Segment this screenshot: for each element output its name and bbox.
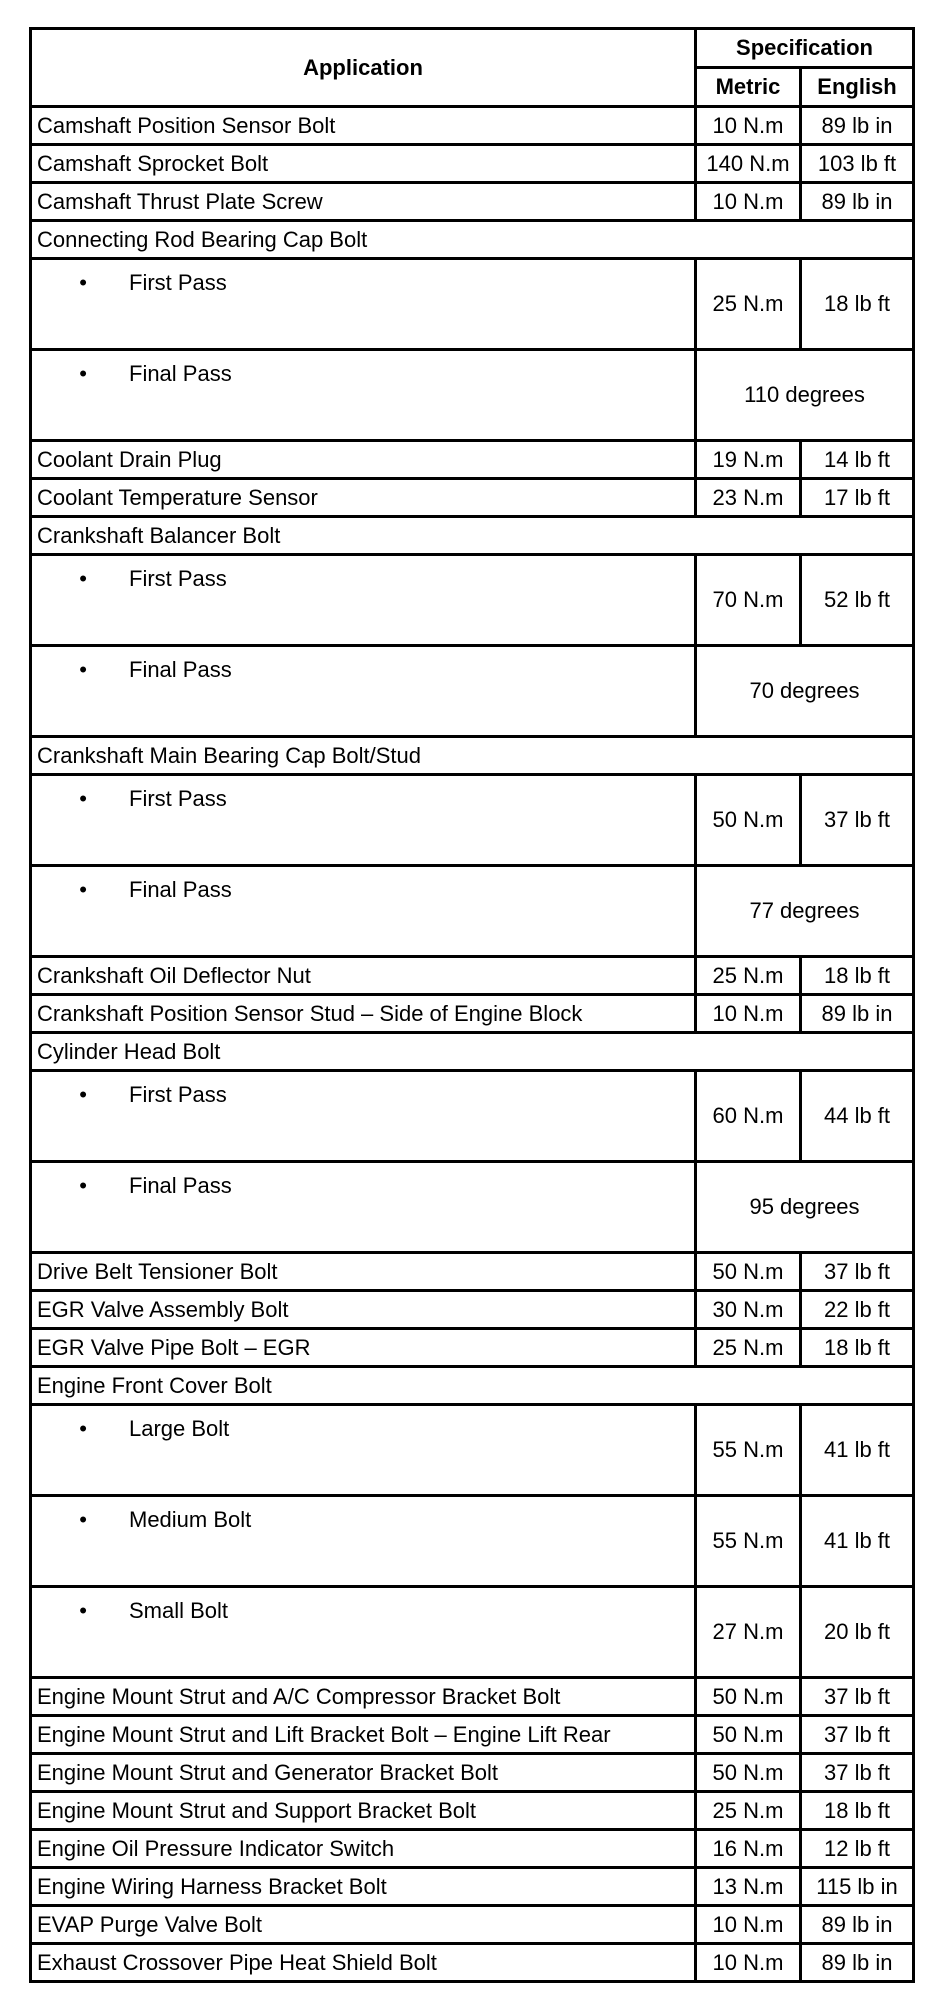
application-header: Application bbox=[31, 29, 696, 107]
english-cell: 89 lb in bbox=[801, 995, 914, 1033]
application-cell: EGR Valve Pipe Bolt – EGR bbox=[31, 1329, 696, 1367]
table-row bbox=[31, 1253, 914, 1291]
table-row bbox=[31, 1754, 914, 1792]
table-row bbox=[31, 1906, 914, 1944]
bullet-icon: • bbox=[79, 1173, 87, 1198]
sub-item-label: First Pass bbox=[129, 270, 227, 295]
english-cell: 89 lb in bbox=[801, 183, 914, 221]
sub-item-cell bbox=[31, 866, 696, 957]
table-row bbox=[31, 1830, 914, 1868]
table-row bbox=[31, 1868, 914, 1906]
table-row bbox=[31, 107, 914, 145]
english-cell: 18 lb ft bbox=[801, 259, 914, 350]
sub-item-row bbox=[31, 646, 914, 737]
sub-item-cell bbox=[31, 1496, 696, 1587]
sub-item-cell bbox=[31, 259, 696, 350]
metric-cell: 13 N.m bbox=[696, 1868, 801, 1906]
group-heading-row bbox=[31, 1367, 914, 1405]
application-cell: Coolant Drain Plug bbox=[31, 441, 696, 479]
metric-cell: 50 N.m bbox=[696, 1754, 801, 1792]
metric-cell: 10 N.m bbox=[696, 1944, 801, 1982]
sub-item-label: Final Pass bbox=[129, 361, 232, 386]
metric-cell: 70 N.m bbox=[696, 555, 801, 646]
metric-cell: 60 N.m bbox=[696, 1071, 801, 1162]
english-cell: 103 lb ft bbox=[801, 145, 914, 183]
english-cell: 18 lb ft bbox=[801, 1329, 914, 1367]
metric-header: Metric bbox=[696, 68, 801, 107]
english-cell: 22 lb ft bbox=[801, 1291, 914, 1329]
metric-cell: 23 N.m bbox=[696, 479, 801, 517]
table-row bbox=[31, 183, 914, 221]
application-cell: Crankshaft Position Sensor Stud – Side of Engine Block bbox=[31, 995, 696, 1033]
group-heading-cell: Engine Front Cover Bolt bbox=[31, 1367, 914, 1405]
sub-item-row bbox=[31, 555, 914, 646]
group-heading-cell: Connecting Rod Bearing Cap Bolt bbox=[31, 221, 914, 259]
english-cell: 89 lb in bbox=[801, 1944, 914, 1982]
english-cell: 115 lb in bbox=[801, 1868, 914, 1906]
application-cell: Coolant Temperature Sensor bbox=[31, 479, 696, 517]
spec-table-container bbox=[29, 27, 912, 1983]
metric-cell: 10 N.m bbox=[696, 1906, 801, 1944]
application-cell: Engine Mount Strut and A/C Compressor Bracket Bolt bbox=[31, 1678, 696, 1716]
metric-cell: 10 N.m bbox=[696, 995, 801, 1033]
application-cell: Drive Belt Tensioner Bolt bbox=[31, 1253, 696, 1291]
english-cell: 89 lb in bbox=[801, 107, 914, 145]
sub-item-row bbox=[31, 1587, 914, 1678]
bullet-icon: • bbox=[79, 1082, 87, 1107]
bullet-icon: • bbox=[79, 270, 87, 295]
application-cell: Engine Wiring Harness Bracket Bolt bbox=[31, 1868, 696, 1906]
spec-table-body bbox=[31, 107, 914, 1982]
sub-item-label: First Pass bbox=[129, 786, 227, 811]
sub-item-label: First Pass bbox=[129, 566, 227, 591]
sub-item-label: Large Bolt bbox=[129, 1416, 230, 1441]
table-row bbox=[31, 957, 914, 995]
metric-cell: 10 N.m bbox=[696, 107, 801, 145]
application-cell: Crankshaft Oil Deflector Nut bbox=[31, 957, 696, 995]
metric-cell: 25 N.m bbox=[696, 259, 801, 350]
group-heading-cell: Cylinder Head Bolt bbox=[31, 1033, 914, 1071]
sub-item-row bbox=[31, 259, 914, 350]
english-cell: 14 lb ft bbox=[801, 441, 914, 479]
english-cell: 18 lb ft bbox=[801, 1792, 914, 1830]
english-cell: 52 lb ft bbox=[801, 555, 914, 646]
metric-cell: 16 N.m bbox=[696, 1830, 801, 1868]
sub-item-label: Final Pass bbox=[129, 1173, 232, 1198]
english-cell: 12 lb ft bbox=[801, 1830, 914, 1868]
application-cell: Engine Mount Strut and Generator Bracket Bolt bbox=[31, 1754, 696, 1792]
application-cell: EVAP Purge Valve Bolt bbox=[31, 1906, 696, 1944]
application-cell: Exhaust Crossover Pipe Heat Shield Bolt bbox=[31, 1944, 696, 1982]
english-cell: 41 lb ft bbox=[801, 1496, 914, 1587]
bullet-icon: • bbox=[79, 361, 87, 386]
group-heading-cell: Crankshaft Main Bearing Cap Bolt/Stud bbox=[31, 737, 914, 775]
metric-cell: 50 N.m bbox=[696, 775, 801, 866]
sub-item-row bbox=[31, 1162, 914, 1253]
group-heading-row bbox=[31, 221, 914, 259]
sub-item-label: First Pass bbox=[129, 1082, 227, 1107]
table-row bbox=[31, 1716, 914, 1754]
metric-cell: 19 N.m bbox=[696, 441, 801, 479]
sub-item-cell bbox=[31, 350, 696, 441]
sub-item-row bbox=[31, 350, 914, 441]
application-cell: Engine Mount Strut and Lift Bracket Bolt – Engine Lift Rear bbox=[31, 1716, 696, 1754]
metric-cell: 55 N.m bbox=[696, 1405, 801, 1496]
bullet-icon: • bbox=[79, 1416, 87, 1441]
application-cell: Camshaft Sprocket Bolt bbox=[31, 145, 696, 183]
table-row bbox=[31, 1678, 914, 1716]
bullet-icon: • bbox=[79, 1507, 87, 1532]
sub-item-cell bbox=[31, 1162, 696, 1253]
english-cell: 37 lb ft bbox=[801, 1678, 914, 1716]
table-row bbox=[31, 1792, 914, 1830]
group-heading-cell: Crankshaft Balancer Bolt bbox=[31, 517, 914, 555]
metric-cell: 50 N.m bbox=[696, 1678, 801, 1716]
application-cell: Camshaft Position Sensor Bolt bbox=[31, 107, 696, 145]
metric-cell: 25 N.m bbox=[696, 957, 801, 995]
bullet-icon: • bbox=[79, 1598, 87, 1623]
application-cell: Engine Oil Pressure Indicator Switch bbox=[31, 1830, 696, 1868]
header-row bbox=[31, 29, 914, 68]
bullet-icon: • bbox=[79, 566, 87, 591]
sub-item-row bbox=[31, 1405, 914, 1496]
metric-cell: 25 N.m bbox=[696, 1329, 801, 1367]
english-cell: 37 lb ft bbox=[801, 775, 914, 866]
sub-item-row bbox=[31, 1071, 914, 1162]
metric-cell: 50 N.m bbox=[696, 1253, 801, 1291]
sub-item-label: Final Pass bbox=[129, 877, 232, 902]
application-cell: Camshaft Thrust Plate Screw bbox=[31, 183, 696, 221]
torque-spec-table bbox=[29, 27, 915, 1983]
metric-cell: 55 N.m bbox=[696, 1496, 801, 1587]
angle-cell: 77 degrees bbox=[696, 866, 914, 957]
table-row bbox=[31, 1291, 914, 1329]
metric-cell: 27 N.m bbox=[696, 1587, 801, 1678]
metric-cell: 50 N.m bbox=[696, 1716, 801, 1754]
group-heading-row bbox=[31, 1033, 914, 1071]
angle-cell: 110 degrees bbox=[696, 350, 914, 441]
group-heading-row bbox=[31, 517, 914, 555]
english-cell: 18 lb ft bbox=[801, 957, 914, 995]
sub-item-label: Small Bolt bbox=[129, 1598, 229, 1623]
angle-cell: 70 degrees bbox=[696, 646, 914, 737]
sub-item-cell bbox=[31, 1071, 696, 1162]
english-cell: 20 lb ft bbox=[801, 1587, 914, 1678]
english-cell: 37 lb ft bbox=[801, 1716, 914, 1754]
metric-cell: 25 N.m bbox=[696, 1792, 801, 1830]
table-row bbox=[31, 479, 914, 517]
sub-item-label: Final Pass bbox=[129, 657, 232, 682]
application-cell: Engine Mount Strut and Support Bracket Bolt bbox=[31, 1792, 696, 1830]
table-row bbox=[31, 995, 914, 1033]
table-row bbox=[31, 1329, 914, 1367]
sub-item-cell bbox=[31, 555, 696, 646]
sub-item-cell bbox=[31, 1405, 696, 1496]
bullet-icon: • bbox=[79, 657, 87, 682]
table-row bbox=[31, 1944, 914, 1982]
english-cell: 89 lb in bbox=[801, 1906, 914, 1944]
sub-item-row bbox=[31, 866, 914, 957]
application-cell: EGR Valve Assembly Bolt bbox=[31, 1291, 696, 1329]
group-heading-row bbox=[31, 737, 914, 775]
sub-item-row bbox=[31, 775, 914, 866]
table-row bbox=[31, 145, 914, 183]
english-header: English bbox=[801, 68, 914, 107]
specification-header: Specification bbox=[696, 29, 914, 68]
sub-item-cell bbox=[31, 646, 696, 737]
english-cell: 37 lb ft bbox=[801, 1754, 914, 1792]
table-row bbox=[31, 441, 914, 479]
metric-cell: 140 N.m bbox=[696, 145, 801, 183]
english-cell: 41 lb ft bbox=[801, 1405, 914, 1496]
sub-item-label: Medium Bolt bbox=[129, 1507, 252, 1532]
bullet-icon: • bbox=[79, 786, 87, 811]
sub-item-cell bbox=[31, 775, 696, 866]
english-cell: 44 lb ft bbox=[801, 1071, 914, 1162]
angle-cell: 95 degrees bbox=[696, 1162, 914, 1253]
english-cell: 17 lb ft bbox=[801, 479, 914, 517]
sub-item-cell bbox=[31, 1587, 696, 1678]
english-cell: 37 lb ft bbox=[801, 1253, 914, 1291]
sub-item-row bbox=[31, 1496, 914, 1587]
metric-cell: 30 N.m bbox=[696, 1291, 801, 1329]
bullet-icon: • bbox=[79, 877, 87, 902]
metric-cell: 10 N.m bbox=[696, 183, 801, 221]
